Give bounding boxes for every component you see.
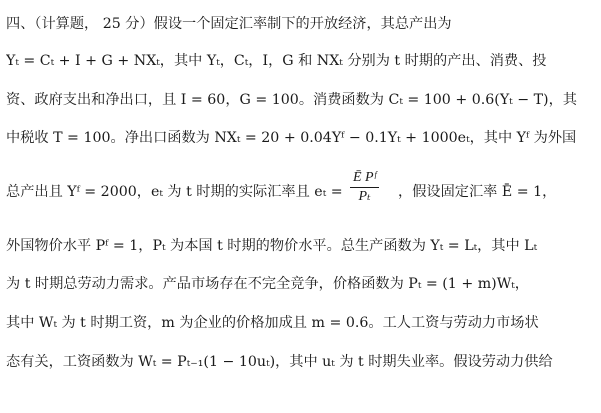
text-line-4: 中税收 T = 100。净出口函数为 NXₜ = 20 + 0.04Yᶠ − 0.1Yₜ + 1000eₜ，其中 Yᶠ 为外国 (6, 130, 577, 146)
text-line-7: 为 t 时期总劳动力需求。产品市场存在不完全竞争，价格函数为 Pₜ = (1 + m)Wₜ， (6, 276, 529, 292)
text-line-6: 外国物价水平 Pᶠ = 1，Pₜ 为本国 t 时期的物价水平。总生产函数为 Yₜ = Lₜ，其中 Lₜ (6, 238, 538, 254)
text-line-3: 资、政府支出和净出口，且 I = 60，G = 100。消费函数为 Cₜ = 100 + 0.6(Yₜ − T)，其 (6, 92, 577, 108)
fraction-numerator: Ē Pᶠ (350, 169, 379, 188)
fraction-denominator: Pₜ (358, 189, 371, 204)
exchange-rate-fraction (350, 169, 379, 206)
text-line-9: 态有关，工资函数为 Wₜ = Pₜ₋₁(1 − 10uₜ)，其中 uₜ 为 t 时期失业率。假设劳动力供给 (6, 354, 553, 370)
text-line-1: 四、（计算题， 25 分）假设一个固定汇率制下的开放经济，其总产出为 (6, 16, 452, 32)
text-line-5b: ，假设固定汇率 Ē = 1， (398, 184, 557, 200)
text-line-5a: 总产出且 Yᶠ = 2000，eₜ 为 t 时期的实际汇率且 eₜ = (6, 184, 343, 200)
text-line-8: 其中 Wₜ 为 t 时期工资，m 为企业的价格加成且 m = 0.6。工人工资与劳动力市场状 (6, 315, 539, 331)
text-line-2: Yₜ = Cₜ + I + G + NXₜ，其中 Yₜ，Cₜ，I，G 和 NXₜ 分别为 t 时期的产出、消费、投 (6, 53, 547, 69)
